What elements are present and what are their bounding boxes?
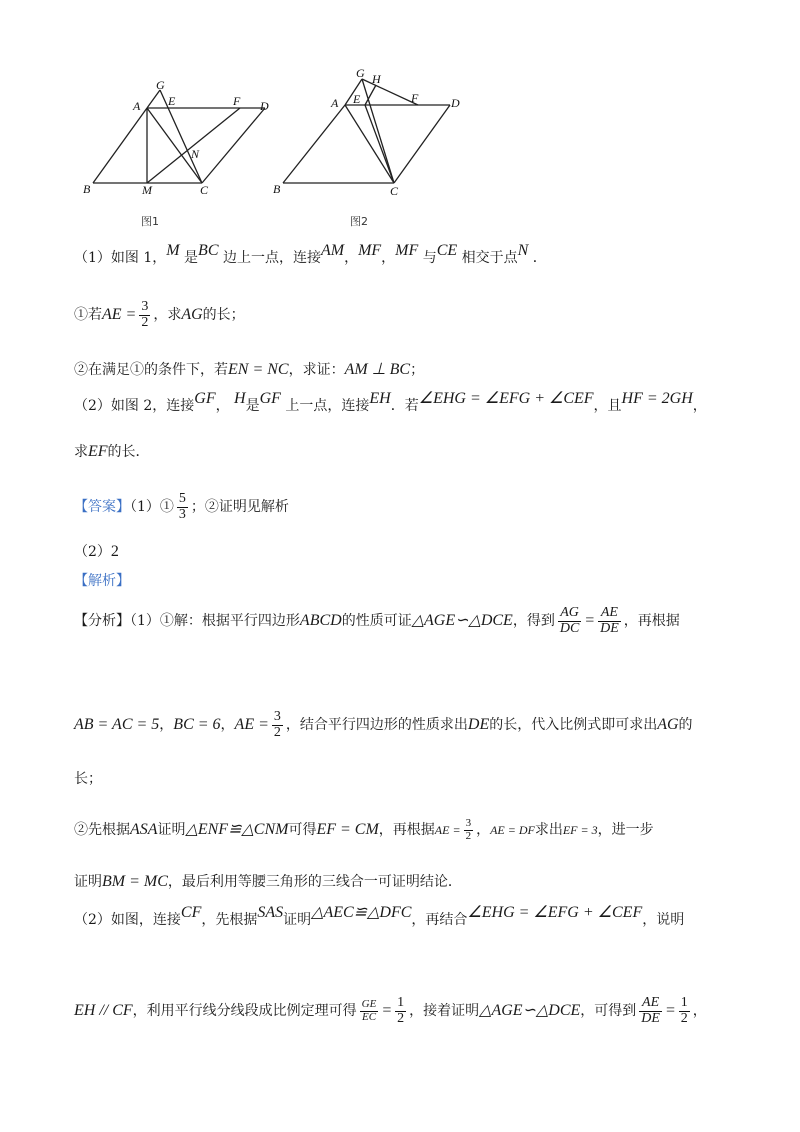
- fraction: $\frac{3}{2}$: [273, 709, 281, 740]
- figure-1: [80, 80, 280, 200]
- fraction: $\frac{1}{2}$: [397, 995, 405, 1026]
- answer-1: 【答案】（1）① $\frac{5}{3}$ ；②证明见解析: [74, 491, 289, 522]
- question-1: （1）如图 1，M 是BC 边上一点，连接AM，MF，MF 与CE 相交于点N ．: [74, 242, 547, 266]
- analysis-line-3: 长；: [74, 771, 102, 787]
- segment-GC: [362, 79, 394, 183]
- point-label-G: G: [156, 78, 165, 92]
- point-label-B: B: [83, 182, 91, 196]
- segment-GF: [362, 79, 418, 105]
- point-label-A: A: [133, 99, 141, 113]
- question-1-part-a: ①若AE = $\frac{3}{2}$ ，求AG的长；: [74, 299, 245, 330]
- question-2: （2）如图 2，连接GF， H是GF 上一点，连接EH．若∠EHG = ∠EFG + ∠CEF，且HF = 2GH，: [74, 390, 707, 414]
- fraction: $\frac{5}{3}$: [178, 491, 186, 522]
- analysis-label: 【解析】: [74, 573, 130, 589]
- analysis-line-4: ②先根据ASA证明△ENF≌△CNM可得EF = CM，再根据AE = $\frac{3}{2}$ ，AE = DF求出EF = 3，进一步: [74, 817, 654, 842]
- point-label-F: F: [233, 94, 241, 108]
- figure-2-caption: 图2: [350, 215, 368, 228]
- point-label-M: M: [142, 183, 152, 197]
- fraction: $\frac{3}{2}$: [141, 299, 149, 330]
- fraction: $\frac{1}{2}$: [680, 995, 688, 1026]
- fraction: $\frac{AG}{DC}$: [559, 605, 580, 636]
- point-label-N: N: [191, 147, 200, 161]
- fraction: $\frac{3}{2}$: [465, 817, 472, 842]
- question-1-part-b: ②在满足①的条件下，若EN = NC，求证：AM ⊥ BC；: [74, 361, 425, 378]
- point-label-B: B: [273, 182, 281, 196]
- point-label-E: E: [168, 94, 176, 108]
- segment-GA: [147, 90, 160, 108]
- segment-AB: [283, 105, 345, 183]
- analysis-line-7: EH // CF，利用平行线分线段成比例定理可得 $\frac{GE}{EC}$ = $\frac{1}{2}$ ，接着证明△AGE∽△DCE，可得到 $\frac{AE}{DE}$ = $\frac{1}{2}$ ，: [74, 995, 707, 1026]
- analysis-line-6: （2）如图，连接CF，先根据SAS证明△AEC≌△DFC，再结合∠EHG = ∠EFG + ∠CEF，说明: [74, 904, 685, 928]
- point-label-C: C: [390, 184, 399, 198]
- fraction: $\frac{AE}{DE}$: [600, 605, 619, 636]
- point-label-G: G: [356, 66, 365, 80]
- analysis-line-2: AB = AC = 5，BC = 6，AE = $\frac{3}{2}$ ，结合平行四边形的性质求出DE的长，代入比例式即可求出AG的: [74, 709, 693, 740]
- fraction: $\frac{GE}{EC}$: [361, 998, 377, 1023]
- segment-AB: [93, 108, 147, 183]
- point-label-A: A: [331, 96, 339, 110]
- analysis-line-5: 证明BM = MC，最后利用等腰三角形的三线合一可证明结论．: [74, 873, 462, 890]
- point-label-H: H: [372, 72, 381, 86]
- point-label-E: E: [353, 92, 361, 106]
- point-label-D: D: [451, 96, 460, 110]
- point-label-F: F: [411, 91, 419, 105]
- figure-2: [270, 65, 480, 200]
- figure-1-caption: 图1: [141, 215, 159, 228]
- segment-DC: [202, 108, 265, 183]
- answer-2: （2）2: [74, 543, 119, 560]
- fraction: $\frac{AE}{DE}$: [641, 995, 660, 1026]
- point-label-D: D: [260, 99, 269, 113]
- segment-GC: [160, 90, 202, 183]
- question-2-cont: 求EF的长．: [74, 443, 150, 460]
- point-label-C: C: [200, 183, 209, 197]
- analysis-line-1: 【分析】（1）①解：根据平行四边形ABCD的性质可证△AGE∽△DCE，得到 $\frac{AG}{DC}$ = $\frac{AE}{DE}$ ，再根据: [74, 605, 680, 636]
- segment-DC: [394, 105, 450, 183]
